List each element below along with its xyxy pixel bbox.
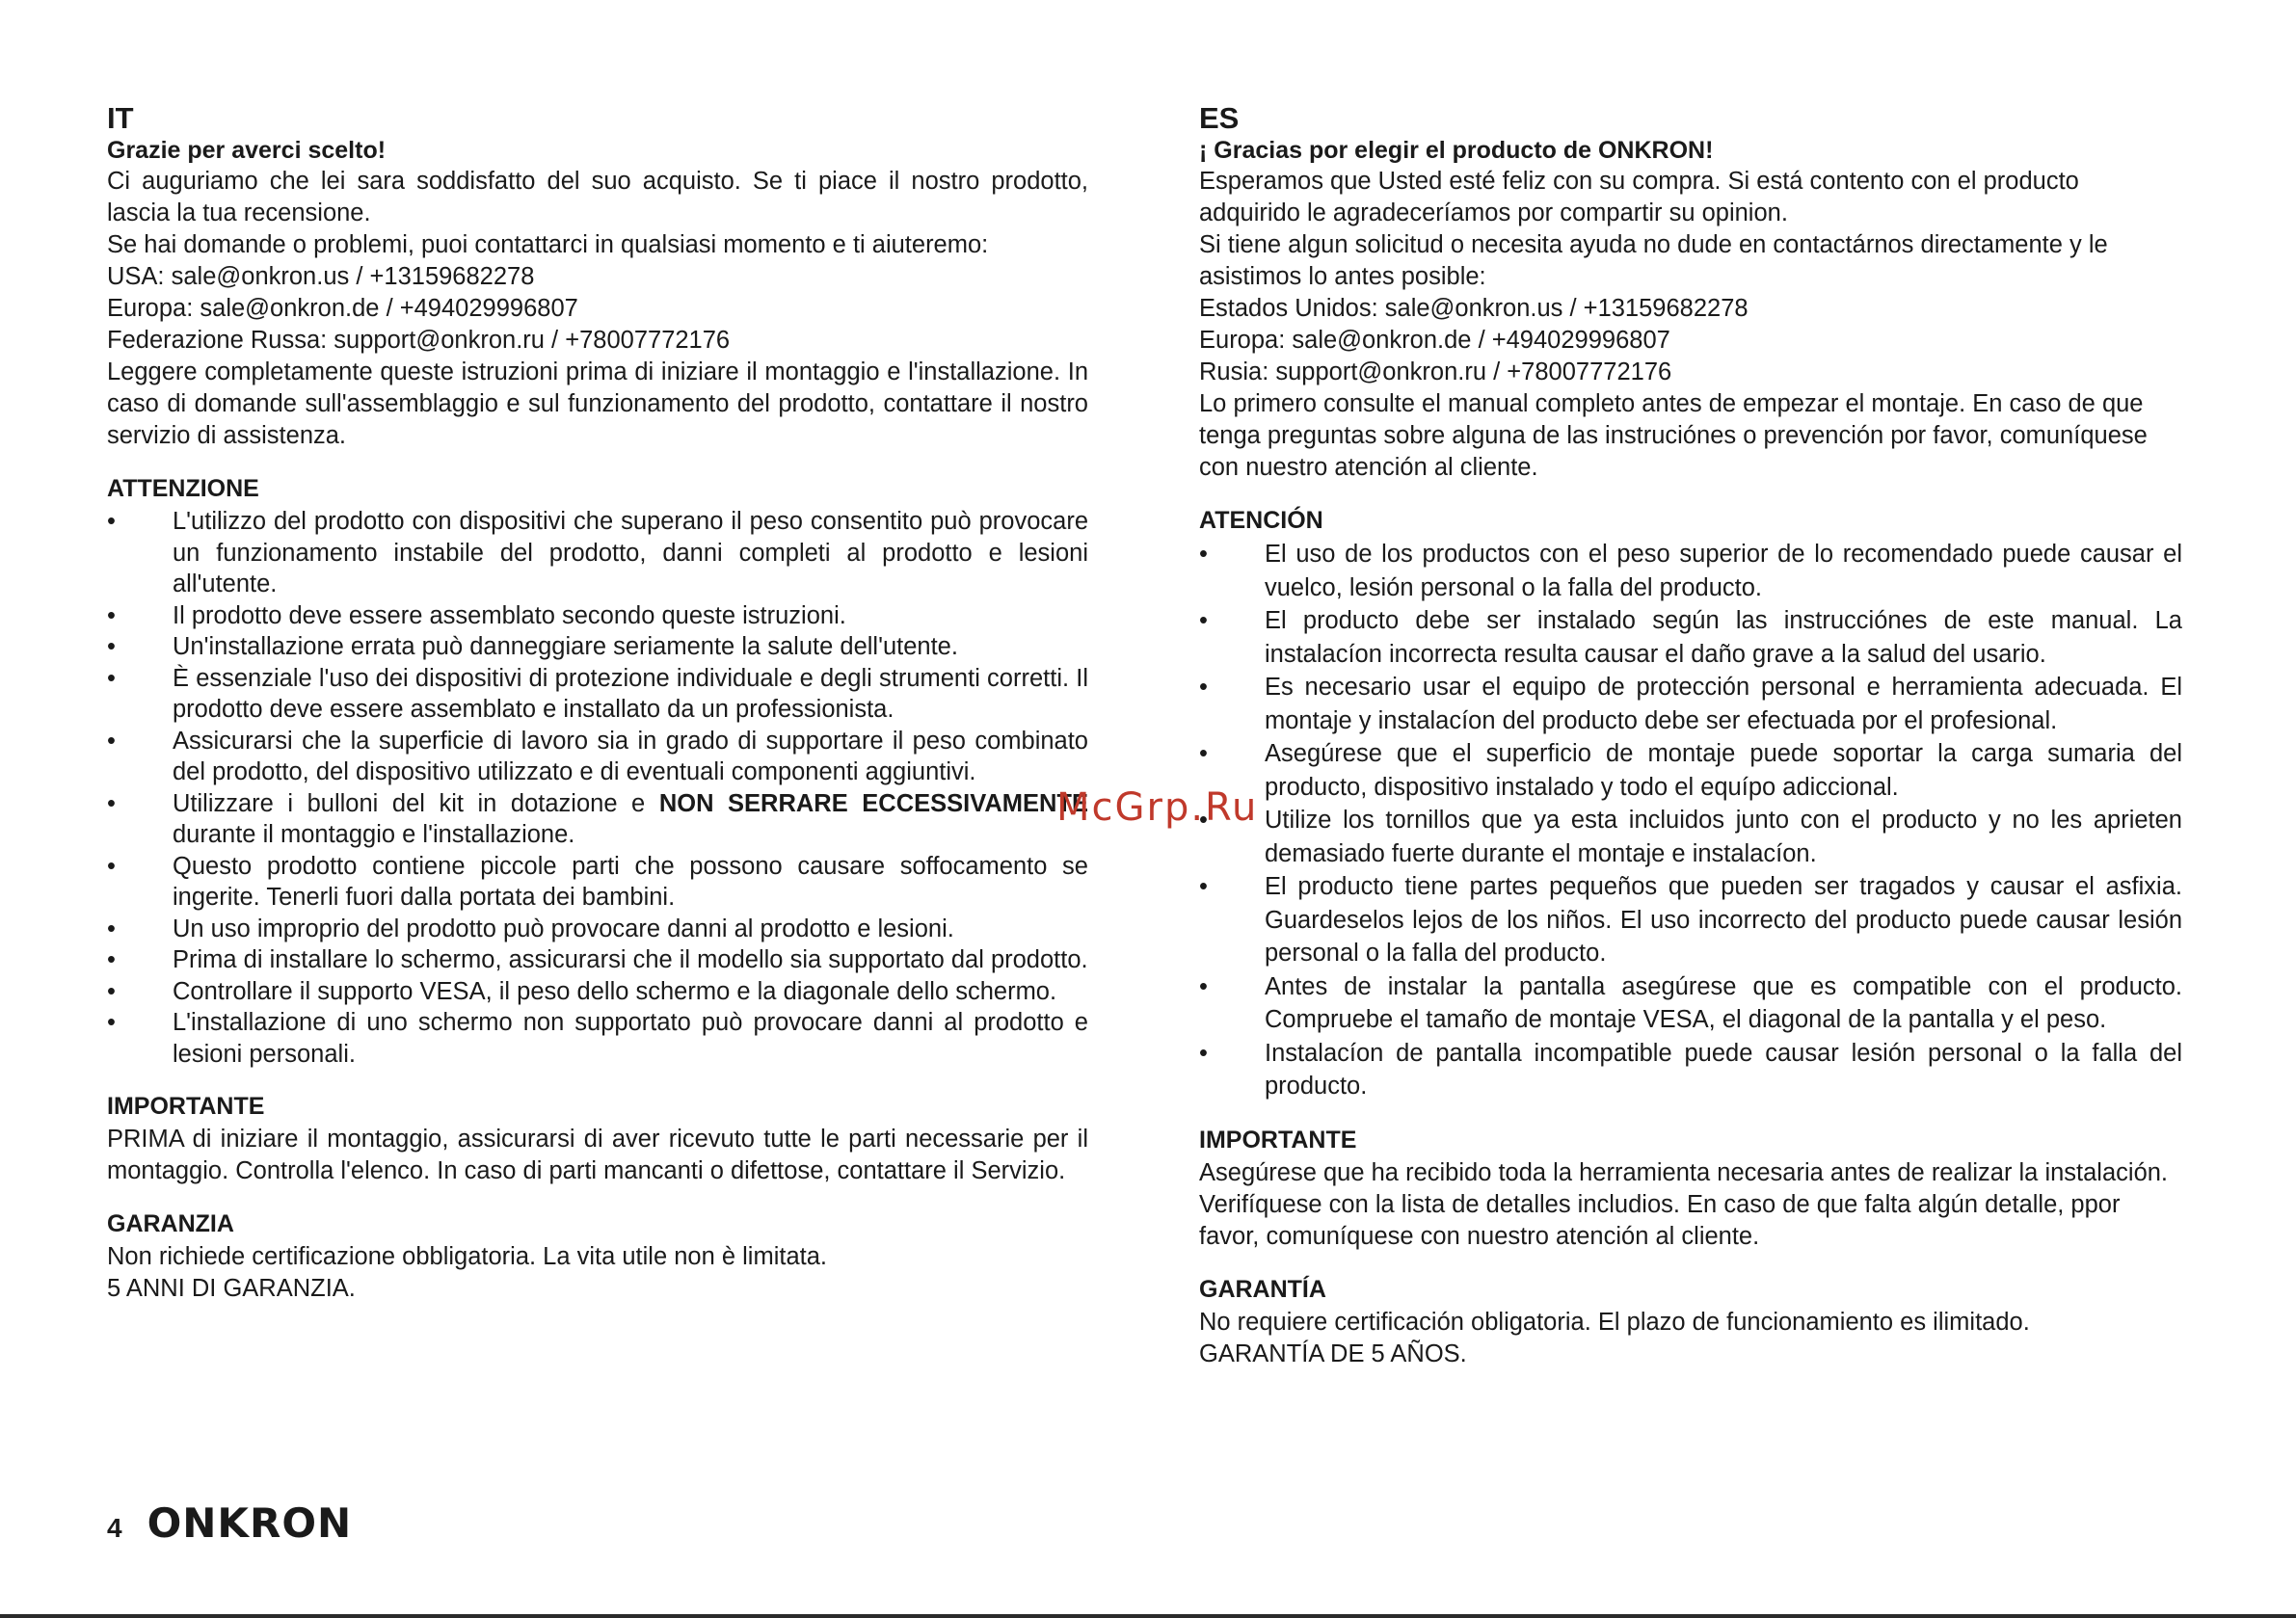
warning-text: Utilizzare i bulloni del kit in dotazione e [173, 789, 646, 817]
warranty-line: No requiere certificación obligatoria. El plazo de funcionamiento es ilimitado. [1199, 1308, 2030, 1336]
contact-usa: USA: sale@onkron.us / +13159682278 [107, 263, 535, 290]
warning-emphasis: NON SERRARE ECCESSIVAMENTE [658, 789, 1088, 817]
important-title: IMPORTANTE [107, 1093, 265, 1120]
italian-column [107, 102, 1088, 1305]
list-item: • Un'installazione errata può danneggiare seriamente la salute dell'utente. [107, 631, 1088, 663]
brand-logo: ONKRON [147, 1499, 353, 1547]
language-heading: ES [1199, 101, 1240, 135]
spanish-column [1199, 102, 2182, 1370]
contact-russia: Federazione Russa: support@onkron.ru / +78007772176 [107, 327, 731, 354]
instructions-text: Leggere completamente queste istruzioni prima di iniziare il montaggio e l'installazione. In caso di domande sull'assemblaggio e sul funzionamento del prodotto, contattare il nostro servizio di assistenza. [107, 358, 1088, 449]
intro-text: Ci auguriamo che lei sara soddisfatto del suo acquisto. Se ti piace il nostro prodotto, lascia la tua recensione. [107, 168, 1088, 226]
warranty-years: GARANTÍA DE 5 AÑOS. [1199, 1339, 1467, 1367]
important-title: IMPORTANTE [1199, 1126, 1357, 1154]
greeting: Grazie per averci scelto! [107, 137, 387, 164]
list-item: • El producto debe ser instalado según las instrucciónes de este manual. La instalacíon incorrecta resulta causar el daño grave a la salud del usario. [1199, 604, 2182, 671]
list-item: • L'utilizzo del prodotto con dispositivi che superano il peso consentito può provocare un funzionamento instabile del prodotto, danni completi al prodotto e lesioni all'utente. [107, 506, 1088, 600]
warning-list [1199, 538, 2182, 1103]
contact-europe: Europa: sale@onkron.de / +494029996807 [1199, 327, 1670, 354]
important-text: Asegúrese que ha recibido toda la herramienta necesaria antes de realizar la instalación. Verifíquese con la lista de detalles includios. En caso de que falta algún detalle, ppor favor, comuníquese con nuestro atención al cliente. [1199, 1158, 2169, 1250]
list-item: • Un uso improprio del prodotto può provocare danni al prodotto e lesioni. [107, 914, 1088, 945]
page-footer [107, 1499, 352, 1547]
page-number: 4 [107, 1513, 122, 1543]
warranty-line: Non richiede certificazione obbligatoria. La vita utile non è limitata. [107, 1243, 827, 1270]
contact-russia: Rusia: support@onkron.ru / +78007772176 [1199, 358, 1672, 385]
warning-text-cont: durante il montaggio e l'installazione. [173, 821, 575, 848]
warning-title: ATENCIÓN [1199, 507, 1323, 534]
warning-title: ATTENZIONE [107, 475, 259, 502]
list-item: • Il prodotto deve essere assemblato secondo queste istruzioni. [107, 600, 1088, 632]
list-item: • È essenziale l'uso dei dispositivi di protezione individuale e degli strumenti corretti. Il prodotto deve essere assemblato e installato da un professionista. [107, 663, 1088, 726]
list-item: • El uso de los productos con el peso superior de lo recomendado puede causar el vuelco, lesión personal o la falla del producto. [1199, 538, 2182, 604]
warning-list [107, 506, 1088, 1070]
instructions-text: Lo primero consulte el manual completo antes de empezar el montaje. En caso de que tenga preguntas sobre alguna de las instruciónes o prevención por favor, comuníquese con nuestro atención al cliente. [1199, 390, 2148, 481]
list-item: • Controllare il supporto VESA, il peso dello schermo e la diagonale dello schermo. [107, 976, 1088, 1008]
greeting: ¡ Gracias por elegir el producto de ONKRON! [1199, 137, 1714, 164]
list-item: • Instalacíon de pantalla incompatible puede causar lesión personal o la falla del producto. [1199, 1037, 2182, 1103]
contact-usa: Estados Unidos: sale@onkron.us / +13159682278 [1199, 295, 1749, 322]
watermark: McGrp.Ru [1056, 785, 1259, 830]
bottom-divider [0, 1614, 2296, 1618]
important-text: PRIMA di iniziare il montaggio, assicurarsi di aver ricevuto tutte le parti necessarie per il montaggio. Controlla l'elenco. In caso di parti mancanti o difettose, contattare il Servizio. [107, 1126, 1088, 1184]
contact-europe: Europa: sale@onkron.de / +494029996807 [107, 295, 578, 322]
list-item: • Antes de instalar la pantalla asegúrese que es compatible con el producto. Compruebe el tamaño de montaje VESA, el diagonal de la pantalla y el peso. [1199, 970, 2182, 1037]
list-item [107, 788, 1088, 851]
list-item: • L'installazione di uno schermo non supportato può provocare danni al prodotto e lesioni personali. [107, 1007, 1088, 1070]
warranty-title: GARANTÍA [1199, 1275, 1326, 1303]
contact-intro: Se hai domande o problemi, puoi contattarci in qualsiasi momento e ti aiuteremo: [107, 231, 989, 258]
list-item: • Questo prodotto contiene piccole parti che possono causare soffocamento se ingerite. Tenerli fuori dalla portata dei bambini. [107, 851, 1088, 914]
list-item: • Prima di installare lo schermo, assicurarsi che il modello sia supportato dal prodotto. [107, 944, 1088, 976]
intro-text: Esperamos que Usted esté feliz con su compra. Si está contento con el producto adquirido le agradeceríamos por compartir su opinion. [1199, 168, 2079, 226]
contact-intro: Si tiene algun solicitud o necesita ayuda no dude en contactárnos directamente y le asistimos lo antes posible: [1199, 231, 2108, 290]
list-item: • Assicurarsi che la superficie di lavoro sia in grado di supportare il peso combinato del prodotto, del dispositivo utilizzato e di eventuali componenti aggiuntivi. [107, 726, 1088, 788]
warranty-years: 5 ANNI DI GARANZIA. [107, 1275, 356, 1302]
warranty-title: GARANZIA [107, 1210, 234, 1237]
list-item: • Es necesario usar el equipo de protección personal e herramienta adecuada. El montaje y instalacíon del producto debe ser efectuada por el profesional. [1199, 671, 2182, 737]
language-heading: IT [107, 101, 134, 135]
list-item: • El producto tiene partes pequeños que pueden ser tragados y causar el asfixia. Guardeselos lejos de los niños. El uso incorrecto del producto puede causar lesión personal o la falla del producto. [1199, 870, 2182, 970]
list-item: • Utilize los tornillos que ya esta incluidos junto con el producto y no les aprieten demasiado fuerte durante el montaje e instalacíon. [1199, 804, 2182, 870]
list-item: • Asegúrese que el superficio de montaje puede soportar la carga sumaria del producto, dispositivo instalado y todo el equípo adiccional. [1199, 737, 2182, 804]
